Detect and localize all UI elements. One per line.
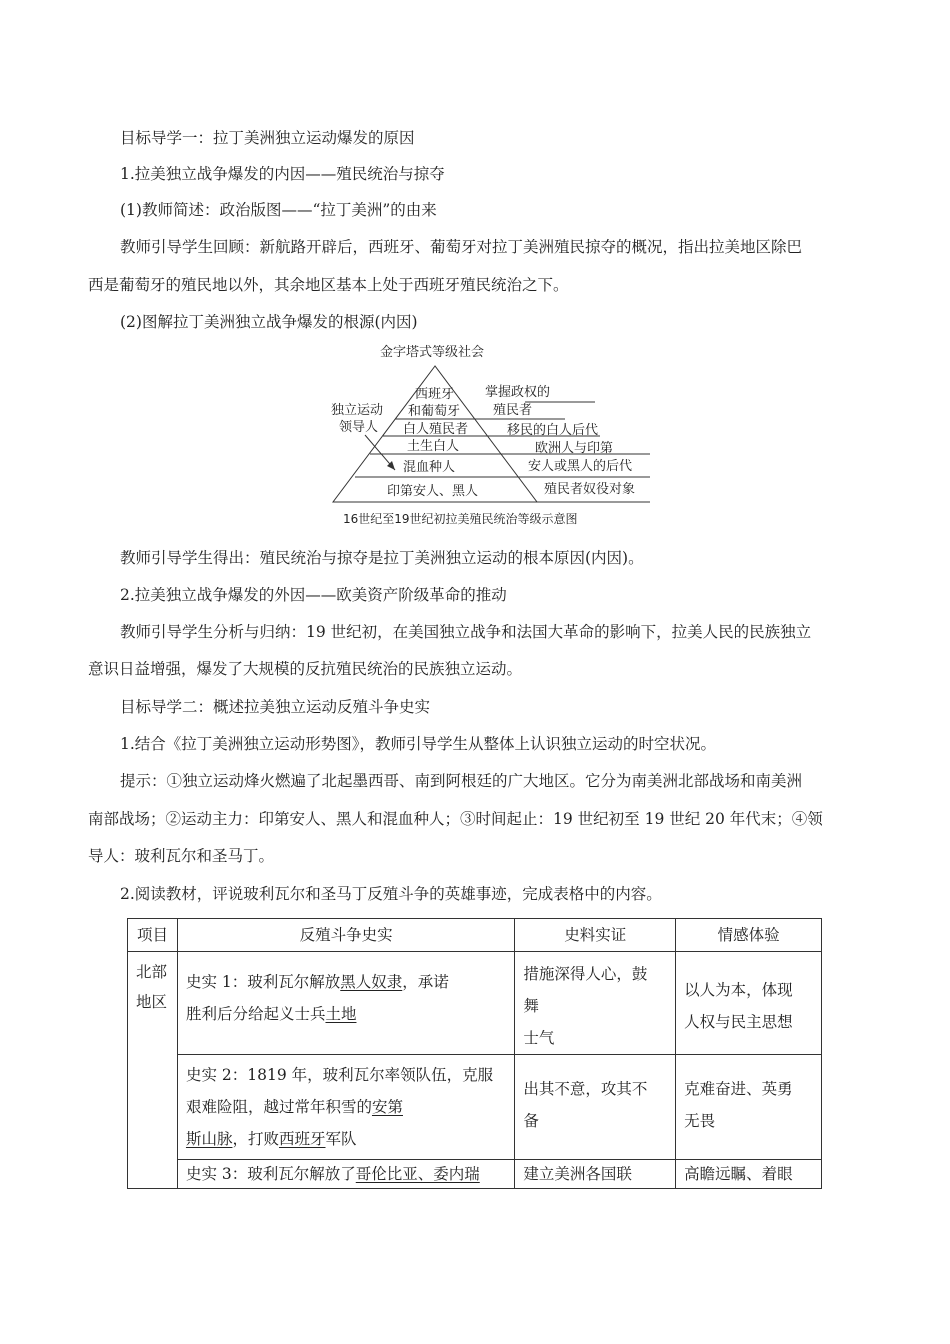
fact-text: 史实 2：1819 年，玻利瓦尔率领队伍，克服 — [185, 1066, 494, 1084]
tier-label: 印第安人、黑人 — [387, 484, 479, 499]
paragraph-line: 教师引导学生得出：殖民统治与掠夺是拉丁美洲独立运动的根本原因(内因)。 — [120, 549, 644, 567]
fact-cell — [177, 1055, 514, 1160]
fact-text: 史实 1：玻利瓦尔解放 — [185, 973, 341, 991]
right-label: 移民的白人后代 — [507, 423, 599, 438]
history-table — [127, 918, 822, 1189]
paragraph-line: 提示：①独立运动烽火燃遍了北起墨西哥、南到阿根廷的广大地区。它分为南美洲北部战场和南美洲 — [120, 772, 803, 790]
subpoint-1: (1)教师简述：政治版图——“拉丁美洲”的由来 — [120, 201, 437, 219]
evidence-cell — [515, 952, 676, 1055]
point-1-heading: 1.结合《拉丁美洲独立运动形势图》，教师引导学生从整体上认识独立运动的时空状况。 — [120, 735, 717, 753]
evidence-cell: 建立美洲各国联 — [515, 1160, 676, 1189]
header-cell: 史料实证 — [515, 919, 676, 952]
table-header-row — [128, 919, 822, 952]
table-row — [128, 1160, 822, 1189]
diagram-caption: 16世纪至19世纪初拉美殖民统治等级示意图 — [343, 512, 578, 526]
paragraph-line: 教师引导学生分析与归纳：19 世纪初，在美国独立战争和法国大革命的影响下，拉美人民的民族独立 — [120, 623, 812, 641]
evidence-text: 舞 — [523, 997, 539, 1015]
paragraph-line: 西是葡萄牙的殖民地以外，其余地区基本上处于西班牙殖民统治之下。 — [88, 276, 569, 294]
emotion-text: 以人为本，体现 — [684, 981, 793, 999]
right-label: 掌握政权的 — [485, 385, 551, 400]
emotion-text: 克难奋进、英勇 — [684, 1080, 793, 1098]
fact-answer: 安第 — [371, 1098, 403, 1116]
point-1-heading: 1.拉美独立战争爆发的内因——殖民统治与掠夺 — [120, 165, 445, 183]
section-heading-2: 目标导学二：概述拉美独立运动反殖斗争史实 — [120, 698, 431, 716]
fact-text: 史实 3：玻利瓦尔解放了 — [185, 1165, 356, 1183]
fact-cell — [177, 952, 514, 1055]
subpoint-2: (2)图解拉丁美洲独立战争爆发的根源(内因) — [120, 313, 418, 331]
fact-answer: 土地 — [325, 1005, 357, 1023]
right-label: 欧洲人与印第 — [535, 441, 614, 456]
fact-answer: 哥伦比亚、委内瑞 — [355, 1165, 480, 1183]
section-heading-1: 目标导学一：拉丁美洲独立运动爆发的原因 — [120, 129, 415, 147]
fact-text: 艰难险阻，越过常年积雪的 — [185, 1098, 372, 1116]
emotion-text: 无畏 — [684, 1112, 716, 1130]
paragraph-line: 意识日益增强，爆发了大规模的反抗殖民统治的民族独立运动。 — [88, 660, 523, 678]
evidence-text: 备 — [523, 1112, 539, 1130]
fact-answer: 西班牙 — [278, 1130, 326, 1148]
table-row — [128, 1055, 822, 1160]
emotion-cell — [676, 952, 822, 1055]
paragraph-line: 导人：玻利瓦尔和圣马丁。 — [88, 847, 275, 865]
fact-answer: 黑人奴隶 — [340, 973, 403, 991]
evidence-text: 士气 — [523, 1029, 555, 1047]
header-cell: 情感体验 — [676, 919, 822, 952]
right-label: 殖民者奴役对象 — [544, 482, 636, 497]
emotion-cell: 高瞻远瞩、着眼 — [676, 1160, 822, 1189]
evidence-cell — [515, 1055, 676, 1160]
tier-label: 和葡萄牙 — [408, 404, 461, 419]
fact-cell — [177, 1160, 514, 1189]
tier-label: 混血种人 — [403, 460, 456, 475]
fact-text: ，打败 — [232, 1130, 279, 1148]
fact-text: ，承诺 — [402, 973, 449, 991]
emotion-cell — [676, 1055, 822, 1160]
point-2-heading: 2.拉美独立战争爆发的外因——欧美资产阶级革命的推动 — [120, 586, 507, 604]
fact-answer: 斯山脉 — [185, 1130, 233, 1148]
table-row — [128, 952, 822, 1055]
region-cell — [128, 952, 178, 1189]
evidence-text: 出其不意，攻其不 — [523, 1080, 648, 1098]
right-label: 安人或黑人的后代 — [528, 459, 633, 474]
emotion-text: 人权与民主思想 — [684, 1013, 793, 1031]
tier-label: 土生白人 — [407, 439, 460, 454]
evidence-text: 措施深得人心，鼓 — [523, 965, 648, 983]
paragraph-line: 教师引导学生回顾：新航路开辟后，西班牙、葡萄牙对拉丁美洲殖民掠夺的概况，指出拉美地区除巴 — [120, 238, 803, 256]
header-cell: 反殖斗争史实 — [177, 919, 514, 952]
tier-label: 西班牙 — [415, 387, 455, 402]
right-label: 殖民者 — [493, 403, 533, 418]
diagram-title: 金字塔式等级社会 — [380, 345, 485, 360]
pyramid-diagram — [325, 340, 655, 530]
region-label: 北部 — [136, 963, 168, 981]
point-2-heading: 2.阅读教材，评说玻利瓦尔和圣马丁反殖斗争的英雄事迹，完成表格中的内容。 — [120, 885, 662, 903]
left-label: 领导人 — [339, 420, 379, 435]
tier-label: 白人殖民者 — [403, 422, 469, 437]
fact-text: 军队 — [325, 1130, 357, 1148]
region-label: 地区 — [136, 993, 168, 1011]
paragraph-line: 南部战场；②运动主力：印第安人、黑人和混血种人；③时间起止：19 世纪初至 19 世纪 20 年代末；④领 — [88, 810, 823, 828]
header-cell: 项目 — [128, 919, 178, 952]
left-label: 独立运动 — [331, 403, 384, 418]
fact-text: 胜利后分给起义士兵 — [185, 1005, 326, 1023]
